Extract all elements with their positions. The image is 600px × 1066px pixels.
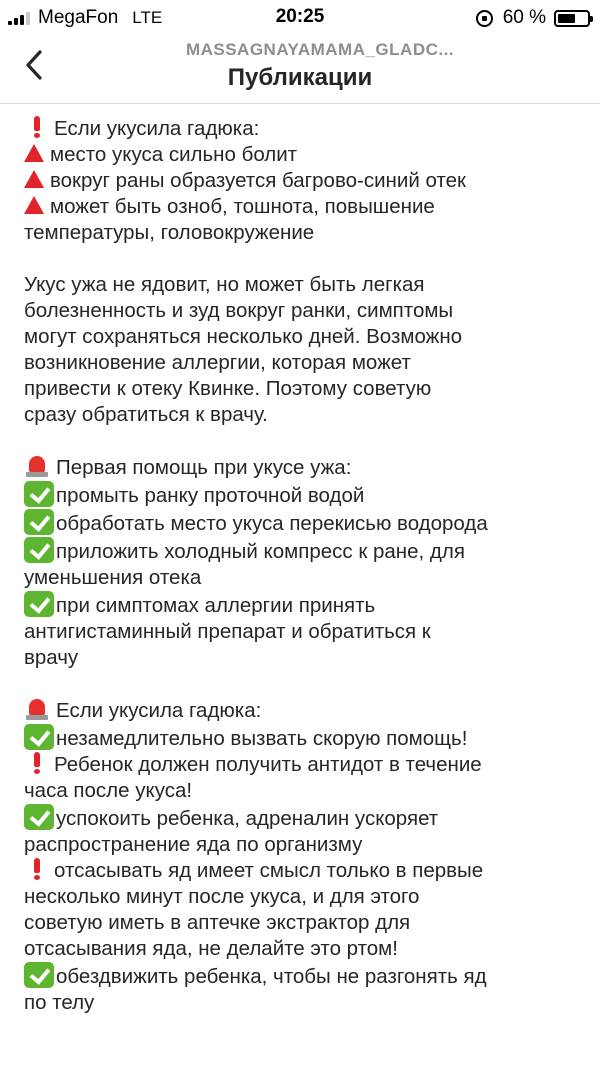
- caption-line: могут сохраняться несколько дней. Возможно: [24, 325, 463, 348]
- clock: 20:25: [275, 6, 325, 27]
- caption-line: врачу: [24, 646, 79, 669]
- caption-line: [24, 454, 584, 481]
- status-right: [476, 7, 590, 29]
- page-title: Публикации: [227, 64, 373, 91]
- caption-line: по телу: [24, 991, 95, 1014]
- nav-titles: [0, 40, 600, 92]
- caption-line: болезненность и зуд вокруг ранки, симптомы: [24, 299, 454, 322]
- caption-text: отсасывать яд имеет смысл только в первые: [54, 859, 484, 882]
- caption-text: обездвижить ребенка, чтобы не разгонять яд: [56, 965, 487, 988]
- red-exclamation-icon: [32, 752, 42, 774]
- caption-line: несколько минут после укуса, и для этого: [24, 885, 420, 908]
- caption-text: при симптомах аллергии принять: [56, 594, 376, 617]
- caption-text: Если укусила гадюка:: [56, 699, 262, 722]
- caption-line: часа после укуса!: [24, 779, 193, 802]
- siren-light-icon: [24, 697, 50, 721]
- green-check-icon: [24, 509, 54, 535]
- caption-text: Ребенок должен получить антидот в течение: [54, 753, 482, 776]
- red-triangle-icon: [24, 196, 44, 214]
- nav-bar: [0, 34, 600, 104]
- caption-line: распространение яда по организму: [24, 833, 363, 856]
- caption-text: промыть ранку проточной водой: [56, 484, 365, 507]
- caption-line: [24, 962, 584, 990]
- caption-line: [24, 537, 584, 565]
- caption-line: [24, 858, 584, 884]
- viper-symptoms-block: [24, 116, 584, 246]
- caption-line: [24, 481, 584, 509]
- carrier-name: MegaFon: [38, 7, 119, 28]
- green-check-icon: [24, 804, 54, 830]
- grass-snake-info-block: [24, 272, 584, 428]
- caption-line: уменьшения отека: [24, 566, 202, 589]
- caption-line: [24, 752, 584, 778]
- battery-percent: 60 %: [502, 7, 546, 28]
- caption-line: [24, 220, 584, 246]
- post-caption: [24, 116, 584, 1042]
- caption-text: место укуса сильно болит: [50, 143, 298, 166]
- network-type: LTE: [132, 8, 163, 27]
- green-check-icon: [24, 591, 54, 617]
- caption-line: [24, 168, 584, 194]
- caption-text: обработать место укуса перекисью водорода: [56, 512, 488, 535]
- green-check-icon: [24, 537, 54, 563]
- caption-text: приложить холодный компресс к ране, для: [56, 540, 465, 563]
- orientation-lock-icon: [476, 10, 493, 27]
- caption-text: вокруг раны образуется багрово-синий отек: [50, 169, 466, 192]
- grass-snake-first-aid-block: [24, 454, 584, 671]
- caption-line: [24, 116, 584, 142]
- battery-level: [558, 14, 575, 23]
- red-exclamation-icon: [32, 858, 42, 880]
- caption-line: [24, 697, 584, 724]
- caption-line: советую иметь в аптечке экстрактор для: [24, 911, 411, 934]
- battery-icon: [554, 10, 590, 27]
- red-triangle-icon: [24, 144, 44, 162]
- green-check-icon: [24, 724, 54, 750]
- caption-text: температуры, головокружение: [24, 221, 315, 244]
- caption-text: успокоить ребенка, адреналин ускоряет: [56, 807, 439, 830]
- caption-line: антигистаминный препарат и обратиться к: [24, 620, 431, 643]
- caption-text: может быть озноб, тошнота, повышение: [50, 195, 435, 218]
- status-bar: [0, 0, 600, 34]
- caption-line: Укус ужа не ядовит, но может быть легкая: [24, 273, 425, 296]
- caption-line: привести к отеку Квинке. Поэтому советую: [24, 377, 432, 400]
- green-check-icon: [24, 962, 54, 988]
- caption-text: Если укусила гадюка:: [54, 117, 260, 140]
- caption-text: незамедлительно вызвать скорую помощь!: [56, 727, 468, 750]
- caption-line: [24, 724, 584, 752]
- caption-line: [24, 194, 584, 220]
- caption-line: возникновение аллергии, которая может: [24, 351, 411, 374]
- caption-text: Первая помощь при укусе ужа:: [56, 456, 352, 479]
- caption-line: [24, 509, 584, 537]
- caption-line: [24, 142, 584, 168]
- profile-username[interactable]: MASSAGNAYAMAMA_GLADC...: [185, 40, 455, 59]
- siren-light-icon: [24, 454, 50, 478]
- viper-first-aid-block: [24, 697, 584, 1016]
- caption-line: [24, 804, 584, 832]
- caption-line: [24, 591, 584, 619]
- red-triangle-icon: [24, 170, 44, 188]
- caption-line: сразу обратиться к врачу.: [24, 403, 268, 426]
- green-check-icon: [24, 481, 54, 507]
- red-exclamation-icon: [32, 116, 42, 138]
- caption-line: отсасывания яда, не делайте это ртом!: [24, 937, 398, 960]
